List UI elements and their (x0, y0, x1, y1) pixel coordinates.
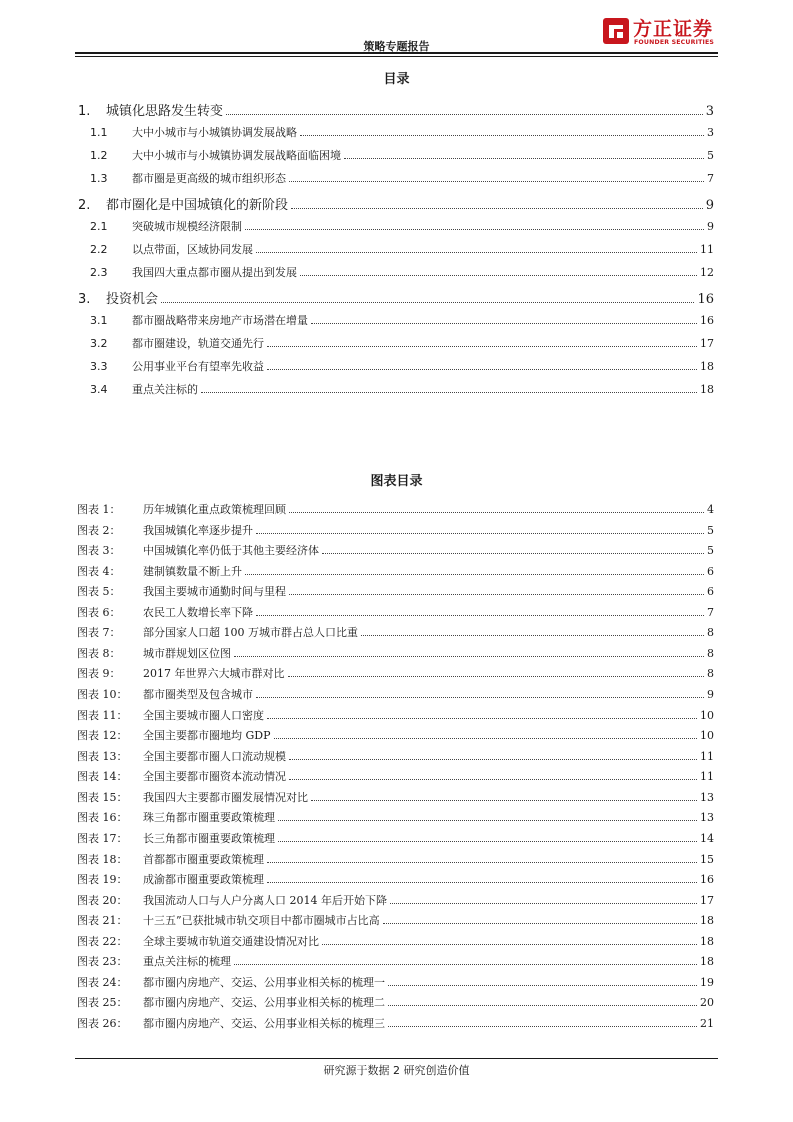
toc-section[interactable] (90, 170, 714, 186)
header-divider-thin (75, 56, 718, 57)
dot-leader (289, 511, 704, 513)
figure-page-number: 6 (707, 565, 714, 578)
figure-list-item[interactable] (77, 1015, 714, 1031)
figure-title: 都市圈内房地产、交运、公用事业相关标的梳理一 (143, 976, 385, 989)
toc-page-number: 17 (700, 337, 714, 350)
dot-leader (267, 345, 697, 347)
figure-number: 图表 19： (77, 873, 128, 886)
toc-entry-title: 都市圈是更高级的城市组织形态 (132, 172, 286, 185)
dot-leader (288, 675, 705, 677)
figure-number: 图表 24： (77, 976, 128, 989)
figure-number: 图表 5： (77, 585, 121, 598)
toc-page-number: 9 (705, 198, 714, 213)
figure-number: 图表 25： (77, 996, 128, 1009)
toc-entry-title: 都市圈化是中国城镇化的新阶段 (106, 198, 289, 213)
dot-leader (267, 717, 697, 719)
figure-number: 图表 3： (77, 544, 121, 557)
toc-page-number: 7 (707, 172, 714, 185)
figure-list-item[interactable] (77, 830, 714, 846)
figure-number: 图表 17： (77, 832, 128, 845)
figure-list-item[interactable] (77, 604, 714, 620)
figure-page-number: 4 (707, 503, 714, 516)
toc-entry-title: 投资机会 (106, 292, 159, 307)
toc-number: 1.3 (90, 172, 108, 185)
figure-number: 图表 13： (77, 750, 128, 763)
toc-number: 3.1 (90, 314, 108, 327)
toc-entry-title: 城镇化思路发生转变 (106, 104, 224, 119)
toc-entry-title: 大中小城市与小城镇协调发展战略面临困境 (132, 149, 341, 162)
figure-number: 图表 16： (77, 811, 128, 824)
figure-page-number: 21 (700, 1017, 714, 1030)
figure-title: 都市圈内房地产、交运、公用事业相关标的梳理三 (143, 1017, 385, 1030)
dot-leader (278, 840, 697, 842)
figure-title: 农民工人数增长率下降 (143, 606, 253, 619)
figure-title: 全国主要都市圈地均 GDP (143, 729, 271, 742)
figure-title: 成渝都市圈重要政策梳理 (143, 873, 264, 886)
toc-page-number: 16 (700, 314, 714, 327)
dot-leader (311, 322, 697, 324)
dot-leader (226, 113, 703, 115)
toc-number: 1. (78, 104, 91, 119)
figure-number: 图表 4： (77, 565, 121, 578)
dot-leader (201, 391, 697, 393)
figure-list-item[interactable] (77, 542, 714, 558)
dot-leader (278, 819, 697, 821)
figure-number: 图表 23： (77, 955, 128, 968)
toc-page-number: 16 (697, 292, 714, 307)
figure-number: 图表 10： (77, 688, 128, 701)
toc-number: 1.2 (90, 149, 108, 162)
toc-section[interactable] (90, 124, 714, 140)
dot-leader (274, 737, 697, 739)
figure-number: 图表 2： (77, 524, 121, 537)
dot-leader (256, 532, 704, 534)
brand-name-en: FOUNDER SECURITIES (634, 39, 715, 46)
toc-chapter[interactable] (78, 100, 714, 119)
figure-number: 图表 12： (77, 729, 128, 742)
dot-leader (234, 963, 697, 965)
dot-leader (344, 157, 704, 159)
figure-page-number: 8 (707, 667, 714, 680)
figure-title: 我国城镇化率逐步提升 (143, 524, 253, 537)
figure-list-item[interactable] (77, 501, 714, 517)
figure-list-item[interactable] (77, 748, 714, 764)
figure-page-number: 13 (700, 811, 714, 824)
dot-leader (322, 943, 697, 945)
toc-page-number: 18 (700, 360, 714, 373)
toc-section[interactable] (90, 381, 714, 397)
figure-number: 图表 1： (77, 503, 121, 516)
dot-leader (256, 696, 704, 698)
dot-leader (256, 251, 697, 253)
report-type: 策略专题报告 (363, 40, 430, 53)
dot-leader (383, 922, 697, 924)
toc-entry-title: 大中小城市与小城镇协调发展战略 (132, 126, 297, 139)
toc-page-number: 5 (707, 149, 714, 162)
toc-section[interactable] (90, 335, 714, 351)
figure-number: 图表 6： (77, 606, 121, 619)
figure-page-number: 14 (700, 832, 714, 845)
dot-leader (390, 902, 697, 904)
figure-page-number: 6 (707, 585, 714, 598)
toc-entry-title: 以点带面，区域协同发展 (132, 243, 253, 256)
figure-list-item[interactable] (77, 727, 714, 743)
figure-title: 城市群规划区位图 (143, 647, 231, 660)
dot-leader (289, 778, 697, 780)
figure-number: 图表 9： (77, 667, 121, 680)
figure-page-number: 8 (707, 647, 714, 660)
dot-leader (311, 799, 697, 801)
figure-list-item[interactable] (77, 645, 714, 661)
figure-title: 部分国家人口超 100 万城市群占总人口比重 (143, 626, 358, 639)
figure-number: 图表 26： (77, 1017, 128, 1030)
figure-title: 中国城镇化率仍低于其他主要经济体 (143, 544, 319, 557)
toc-page-number: 18 (700, 383, 714, 396)
figure-page-number: 8 (707, 626, 714, 639)
figure-number: 图表 11： (77, 709, 128, 722)
dot-leader (161, 301, 694, 303)
figure-number: 图表 15： (77, 791, 128, 804)
toc-section[interactable] (90, 218, 714, 234)
figure-number: 图表 14： (77, 770, 128, 783)
figure-list-item[interactable] (77, 768, 714, 784)
figure-list-item[interactable] (77, 789, 714, 805)
toc-page-number: 3 (705, 104, 714, 119)
figure-title: 我国四大主要都市圈发展情况对比 (143, 791, 308, 804)
figure-list-item[interactable] (77, 871, 714, 887)
dot-leader (289, 593, 704, 595)
figure-page-number: 17 (700, 894, 714, 907)
toc-entry-title: 重点关注标的 (132, 383, 198, 396)
dot-leader (245, 573, 704, 575)
figure-title: 珠三角都市圈重要政策梳理 (143, 811, 275, 824)
figure-page-number: 20 (700, 996, 714, 1009)
brand-name-cn: 方正证券 (633, 18, 714, 40)
figure-title: 都市圈内房地产、交运、公用事业相关标的梳理二 (143, 996, 385, 1009)
figure-page-number: 7 (707, 606, 714, 619)
figure-page-number: 19 (700, 976, 714, 989)
figure-list-item[interactable] (77, 624, 714, 640)
toc-section[interactable] (90, 241, 714, 257)
figure-page-number: 18 (700, 935, 714, 948)
figure-page-number: 10 (700, 729, 714, 742)
toc-page-number: 12 (700, 266, 714, 279)
figure-page-number: 16 (700, 873, 714, 886)
figure-list-item[interactable] (77, 974, 714, 990)
figure-list-item[interactable] (77, 583, 714, 599)
figure-title: 重点关注标的梳理 (143, 955, 231, 968)
toc-number: 3. (78, 292, 91, 307)
figure-number: 图表 7： (77, 626, 121, 639)
toc-number: 3.4 (90, 383, 108, 396)
footer-slogan: 研究源于数据 2 研究创造价值 (323, 1064, 470, 1077)
dot-leader (322, 552, 704, 554)
dot-leader (291, 207, 703, 209)
toc-entry-title: 公用事业平台有望率先收益 (132, 360, 264, 373)
dot-leader (388, 984, 697, 986)
figure-number: 图表 21： (77, 914, 128, 927)
figure-number: 图表 20： (77, 894, 128, 907)
dot-leader (300, 134, 704, 136)
figure-page-number: 9 (707, 688, 714, 701)
toc-chapter[interactable] (78, 288, 714, 307)
figure-page-number: 18 (700, 955, 714, 968)
figure-list-item[interactable] (77, 851, 714, 867)
figure-title: 都市圈类型及包含城市 (143, 688, 253, 701)
figure-list-item[interactable] (77, 994, 714, 1010)
toc-section[interactable] (90, 264, 714, 280)
dot-leader (245, 228, 704, 230)
figure-page-number: 13 (700, 791, 714, 804)
dot-leader (267, 861, 697, 863)
dot-leader (289, 180, 704, 182)
toc-entry-title: 我国四大重点都市圈从提出到发展 (132, 266, 297, 279)
toc-page-number: 11 (700, 243, 714, 256)
toc-title: 目录 (383, 72, 410, 87)
figure-title: 长三角都市圈重要政策梳理 (143, 832, 275, 845)
toc-number: 1.1 (90, 126, 108, 139)
dot-leader (267, 368, 697, 370)
figure-list-item[interactable] (77, 707, 714, 723)
figure-page-number: 11 (700, 770, 714, 783)
dot-leader (361, 634, 704, 636)
toc-page-number: 9 (707, 220, 714, 233)
toc-number: 3.3 (90, 360, 108, 373)
figure-page-number: 5 (707, 524, 714, 537)
figure-page-number: 10 (700, 709, 714, 722)
figure-title: 历年城镇化重点政策梳理回顾 (143, 503, 286, 516)
toc-number: 2.1 (90, 220, 108, 233)
figure-title: 全球主要城市轨道交通建设情况对比 (143, 935, 319, 948)
figure-title: 全国主要都市圈人口流动规模 (143, 750, 286, 763)
toc-number: 2. (78, 198, 91, 213)
figure-number: 图表 8： (77, 647, 121, 660)
figure-number: 图表 22： (77, 935, 128, 948)
dot-leader (234, 655, 704, 657)
dot-leader (267, 881, 697, 883)
toc-entry-title: 都市圈战略带来房地产市场潜在增量 (132, 314, 308, 327)
figure-page-number: 18 (700, 914, 714, 927)
toc-number: 2.3 (90, 266, 108, 279)
figure-page-number: 15 (700, 853, 714, 866)
figure-title: 我国主要城市通勤时间与里程 (143, 585, 286, 598)
figure-page-number: 5 (707, 544, 714, 557)
figure-list-item[interactable] (77, 892, 714, 908)
dot-leader (300, 274, 697, 276)
figure-list-item[interactable] (77, 933, 714, 949)
figure-list-item[interactable] (77, 665, 714, 681)
dot-leader (256, 614, 704, 616)
header-divider (75, 52, 718, 54)
figure-list-item[interactable] (77, 912, 714, 928)
figure-title: 十三五”已获批城市轨交项目中都市圈城市占比高 (143, 914, 380, 927)
figure-title: 建制镇数量不断上升 (143, 565, 242, 578)
toc-section[interactable] (90, 147, 714, 163)
figure-list-item[interactable] (77, 522, 714, 538)
figure-list-item[interactable] (77, 563, 714, 579)
toc-section[interactable] (90, 358, 714, 374)
figure-title: 全国主要城市圈人口密度 (143, 709, 264, 722)
figure-list-item[interactable] (77, 809, 714, 825)
toc-number: 2.2 (90, 243, 108, 256)
figure-title: 全国主要都市圈资本流动情况 (143, 770, 286, 783)
figure-title: 2017 年世界六大城市群对比 (143, 667, 285, 680)
toc-entry-title: 突破城市规模经济限制 (132, 220, 242, 233)
figure-page-number: 11 (700, 750, 714, 763)
figure-list-item[interactable] (77, 953, 714, 969)
figure-list-item[interactable] (77, 686, 714, 702)
toc-entry-title: 都市圈建设，轨道交通先行 (132, 337, 264, 350)
toc-number: 3.2 (90, 337, 108, 350)
dot-leader (388, 1025, 697, 1027)
dot-leader (289, 758, 697, 760)
toc-page-number: 3 (707, 126, 714, 139)
figure-number: 图表 18： (77, 853, 128, 866)
figure-list-title: 图表目录 (370, 474, 423, 489)
toc-chapter[interactable] (78, 194, 714, 213)
figure-title: 首都都市圈重要政策梳理 (143, 853, 264, 866)
footer-divider (75, 1058, 718, 1059)
dot-leader (388, 1004, 697, 1006)
figure-title: 我国流动人口与人户分离人口 2014 年后开始下降 (143, 894, 387, 907)
toc-section[interactable] (90, 312, 714, 328)
